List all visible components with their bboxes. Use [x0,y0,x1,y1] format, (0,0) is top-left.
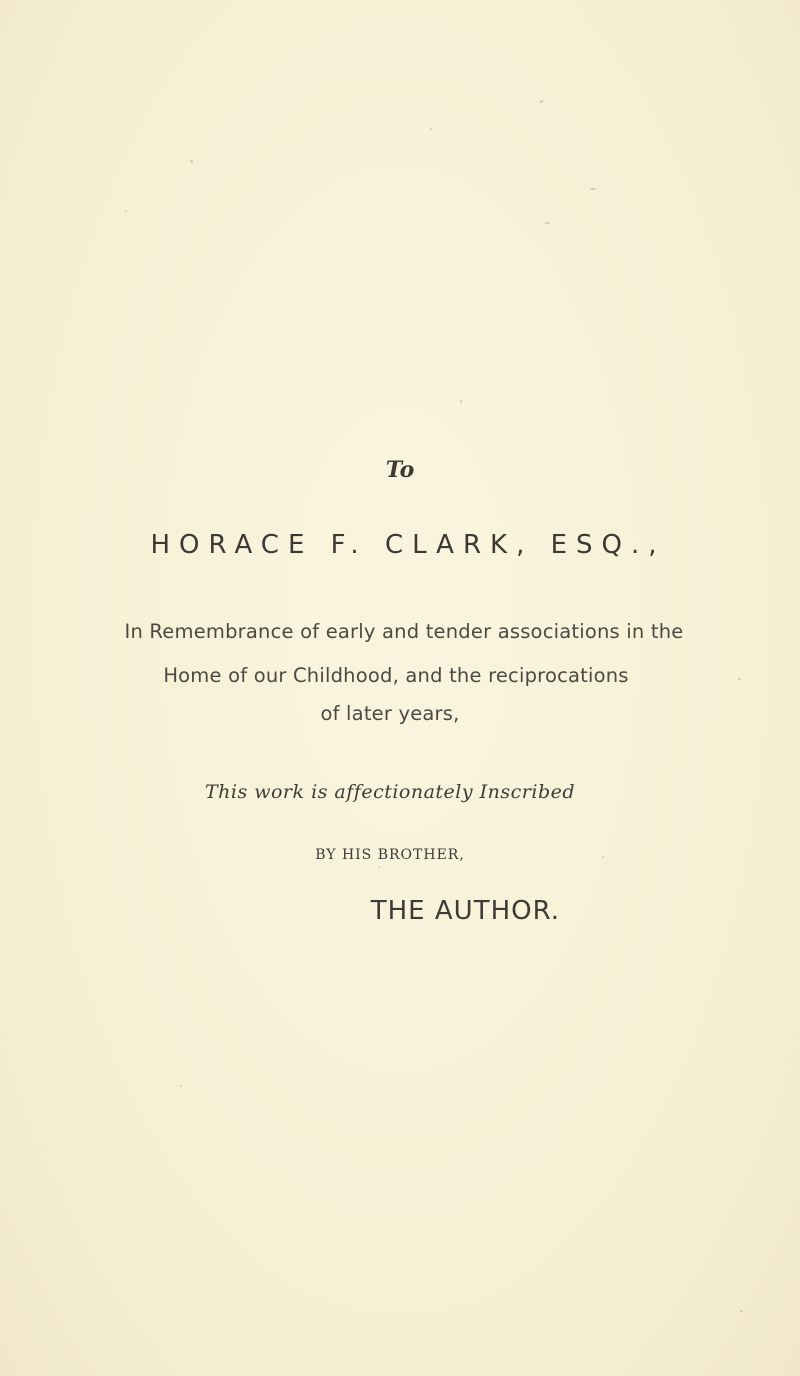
author-signature: THE AUTHOR. [370,896,560,926]
paper-speck [180,1085,182,1087]
dedication-to: To [385,457,415,483]
remembrance-line-3: of later years, [320,702,460,725]
paper-speck [125,210,127,212]
paper-speck [460,400,462,403]
paper-speck [738,678,741,680]
paper-speck [430,128,432,130]
remembrance-line-1: In Remembrance of early and tender associations in the [124,620,684,643]
paper-speck [740,1310,743,1312]
remembrance-line-2: Home of our Childhood, and the reciprocations [163,664,629,687]
paper-speck [540,100,543,103]
paper-speck [602,856,604,858]
paper-speck [590,188,596,190]
paper-speck [190,160,193,163]
paper-speck [378,866,380,868]
by-brother-line: BY HIS BROTHER, [315,847,465,863]
paper-speck [545,222,550,224]
inscription-line: This work is affectionately Inscribed [204,781,576,803]
dedicatee-name: HORACE F. CLARK, ESQ., [150,530,666,560]
